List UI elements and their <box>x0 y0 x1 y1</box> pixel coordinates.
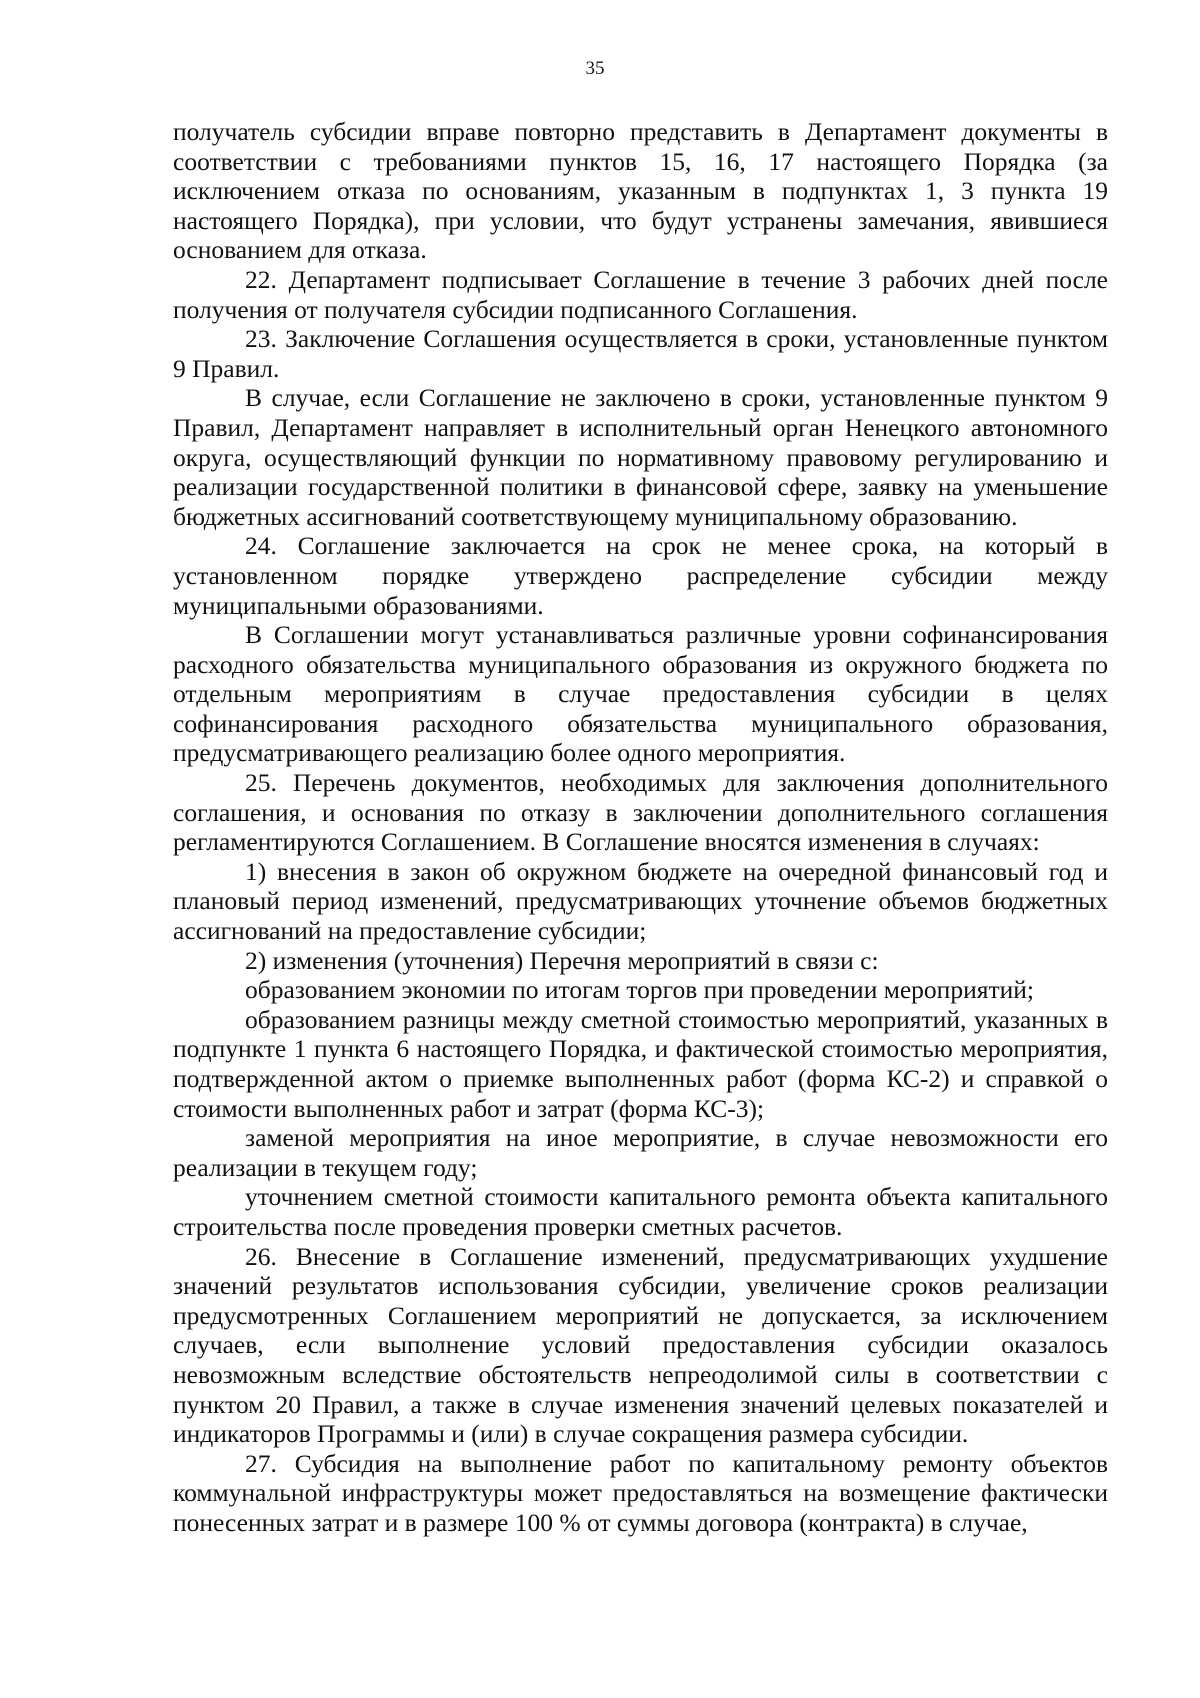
list-item: образованием экономии по итогам торгов при проведении мероприятий; <box>245 975 1034 1005</box>
list-item: образованием разницы между сметной стоимостью мероприятий, указанных в подпункте 1 пункта 6 настоящего Порядка, и фактической стоимостью мероприятия, подтвержденной актом о приемке выполненных работ (форма КС-2) и справкой о стоимости выполненных работ и затрат (форма КС-3); <box>173 1004 1108 1123</box>
paragraph-item-24: 24. Соглашение заключается на срок не менее срока, на который в установленном порядке утверждено распределение субсидии между муниципальными образованиями. <box>173 531 1108 620</box>
paragraph-item-23: 23. Заключение Соглашения осуществляется в сроки, установленные пунктом 9 Правил. <box>173 324 1108 383</box>
paragraph: В Соглашении могут устанавливаться различные уровни софинансирования расходного обязательства муниципального образования из окружного бюджета по отдельным мероприятиям в случае предоставления субсидии в целях софинансирования расходного обязательства муниципального образования, предусматривающего реализацию более одного мероприятия. <box>173 620 1108 768</box>
subparagraph-2: 2) изменения (уточнения) Перечня мероприятий в связи с: <box>245 945 879 975</box>
document-body <box>173 117 1108 1538</box>
page-number: 35 <box>585 58 605 79</box>
list-item: уточнением сметной стоимости капитального ремонта объекта капитального строительства после проведения проверки сметных расчетов. <box>173 1182 1108 1241</box>
paragraph-item-25: 25. Перечень документов, необходимых для заключения дополнительного соглашения, и основания по отказу в заключении дополнительного соглашения регламентируются Соглашением. В Соглашение вносятся изменения в случаях: <box>173 768 1108 857</box>
list-item: заменой мероприятия на иное мероприятие, в случае невозможности его реализации в текущем году; <box>173 1123 1108 1182</box>
paragraph-item-27: 27. Субсидия на выполнение работ по капитальному ремонту объектов коммунальной инфраструктуры может предоставляться на возмещение фактически понесенных затрат и в размере 100 % от суммы договора (контракта) в случае, <box>173 1448 1108 1537</box>
subparagraph-1: 1) внесения в закон об окружном бюджете на очередной финансовый год и плановый период изменений, предусматривающих уточнение объемов бюджетных ассигнований на предоставление субсидии; <box>173 856 1108 946</box>
paragraph-continuation: получатель субсидии вправе повторно представить в Департамент документы в соответствии с требованиями пунктов 15, 16, 17 настоящего Порядка (за исключением отказа по основаниям, указанным в подпунктах 1, 3 пункта 19 настоящего Порядка), при условии, что будут устранены замечания, явившиеся основанием для отказа. <box>173 117 1108 265</box>
paragraph-item-22: 22. Департамент подписывает Соглашение в течение 3 рабочих дней после получения от получателя субсидии подписанного Соглашения. <box>173 264 1108 324</box>
paragraph: В случае, если Соглашение не заключено в сроки, установленные пунктом 9 Правил, Департамент направляет в исполнительный орган Ненецкого автономного округа, осуществляющий функции по нормативному правовому регулированию и реализации государственной политики в финансовой сфере, заявку на уменьшение бюджетных ассигнований соответствующему муниципальному образованию. <box>173 383 1108 531</box>
paragraph-item-26: 26. Внесение в Соглашение изменений, предусматривающих ухудшение значений результатов использования субсидии, увеличение сроков реализации предусмотренных Соглашением мероприятий не допускается, за исключением случаев, если выполнение условий предоставления субсидии оказалось невозможным вследствие обстоятельств непреодолимой силы в соответствии с пунктом 20 Правил, а также в случае изменения значений целевых показателей и индикаторов Программы и (или) в случае сокращения размера субсидии. <box>173 1241 1108 1449</box>
